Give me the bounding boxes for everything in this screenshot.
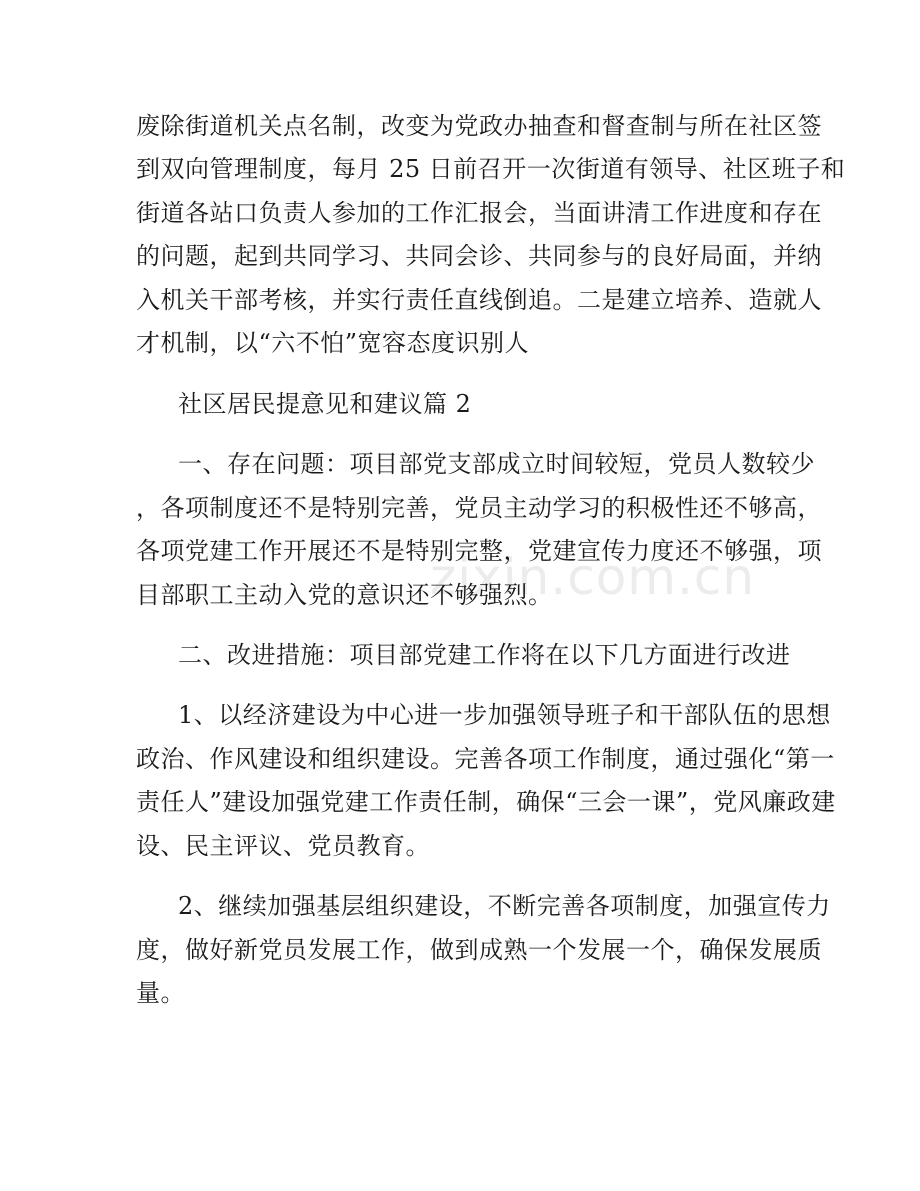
item-1-line-2: 政治、作风建设和组织建设。完善各项工作制度，通过强化“第一 bbox=[136, 745, 835, 773]
paragraph-1-line-4: 的问题，起到共同学习、共同会诊、共同参与的良好局面，并纳 bbox=[136, 242, 822, 270]
item-1-line-4: 设、民主评议、党员教育。 bbox=[136, 832, 430, 860]
problems-paragraph-line-3: 各项党建工作开展还不是特别完整，党建宣传力度还不够强，项 bbox=[136, 537, 822, 565]
item-1-line-3: 责任人”建设加强党建工作责任制，确保“三会一课”，党风廉政建 bbox=[136, 788, 836, 816]
item-2-line-1: 2、继续加强基层组织建设，不断完善各项制度，加强宣传力 bbox=[178, 892, 831, 920]
paragraph-1-line-5: 入机关干部考核，并实行责任直线倒追。二是建立培养、造就人 bbox=[136, 286, 822, 314]
paragraph-1-line-1: 废除街道机关点名制，改变为党政办抽查和督查制与所在社区签 bbox=[136, 112, 822, 140]
paragraph-1-line-3: 街道各站口负责人参加的工作汇报会，当面讲清工作进度和存在 bbox=[136, 199, 822, 227]
watermark: zixin.com.cn bbox=[430, 548, 756, 606]
paragraph-1-line-2: 到双向管理制度，每月 25 日前召开一次街道有领导、社区班子和 bbox=[136, 155, 846, 183]
item-1-line-1: 1、以经济建设为中心进一步加强领导班子和干部队伍的思想 bbox=[178, 701, 831, 729]
problems-paragraph-line-1: 一、存在问题：项目部党支部成立时间较短，党员人数较少 bbox=[178, 450, 815, 478]
paragraph-1-line-6: 才机制，以“六不怕”宽容态度识别人 bbox=[136, 329, 530, 357]
measures-heading: 二、改进措施：项目部党建工作将在以下几方面进行改进 bbox=[178, 641, 791, 669]
problems-paragraph-line-4: 目部职工主动入党的意识还不够强烈。 bbox=[136, 581, 553, 609]
item-2-line-3: 量。 bbox=[136, 979, 185, 1007]
item-2-line-2: 度，做好新党员发展工作，做到成熟一个发展一个，确保发展质 bbox=[136, 936, 822, 964]
problems-paragraph-line-2: ，各项制度还不是特别完善，党员主动学习的积极性还不够高， bbox=[136, 494, 822, 522]
section-heading: 社区居民提意见和建议篇 2 bbox=[178, 390, 472, 418]
